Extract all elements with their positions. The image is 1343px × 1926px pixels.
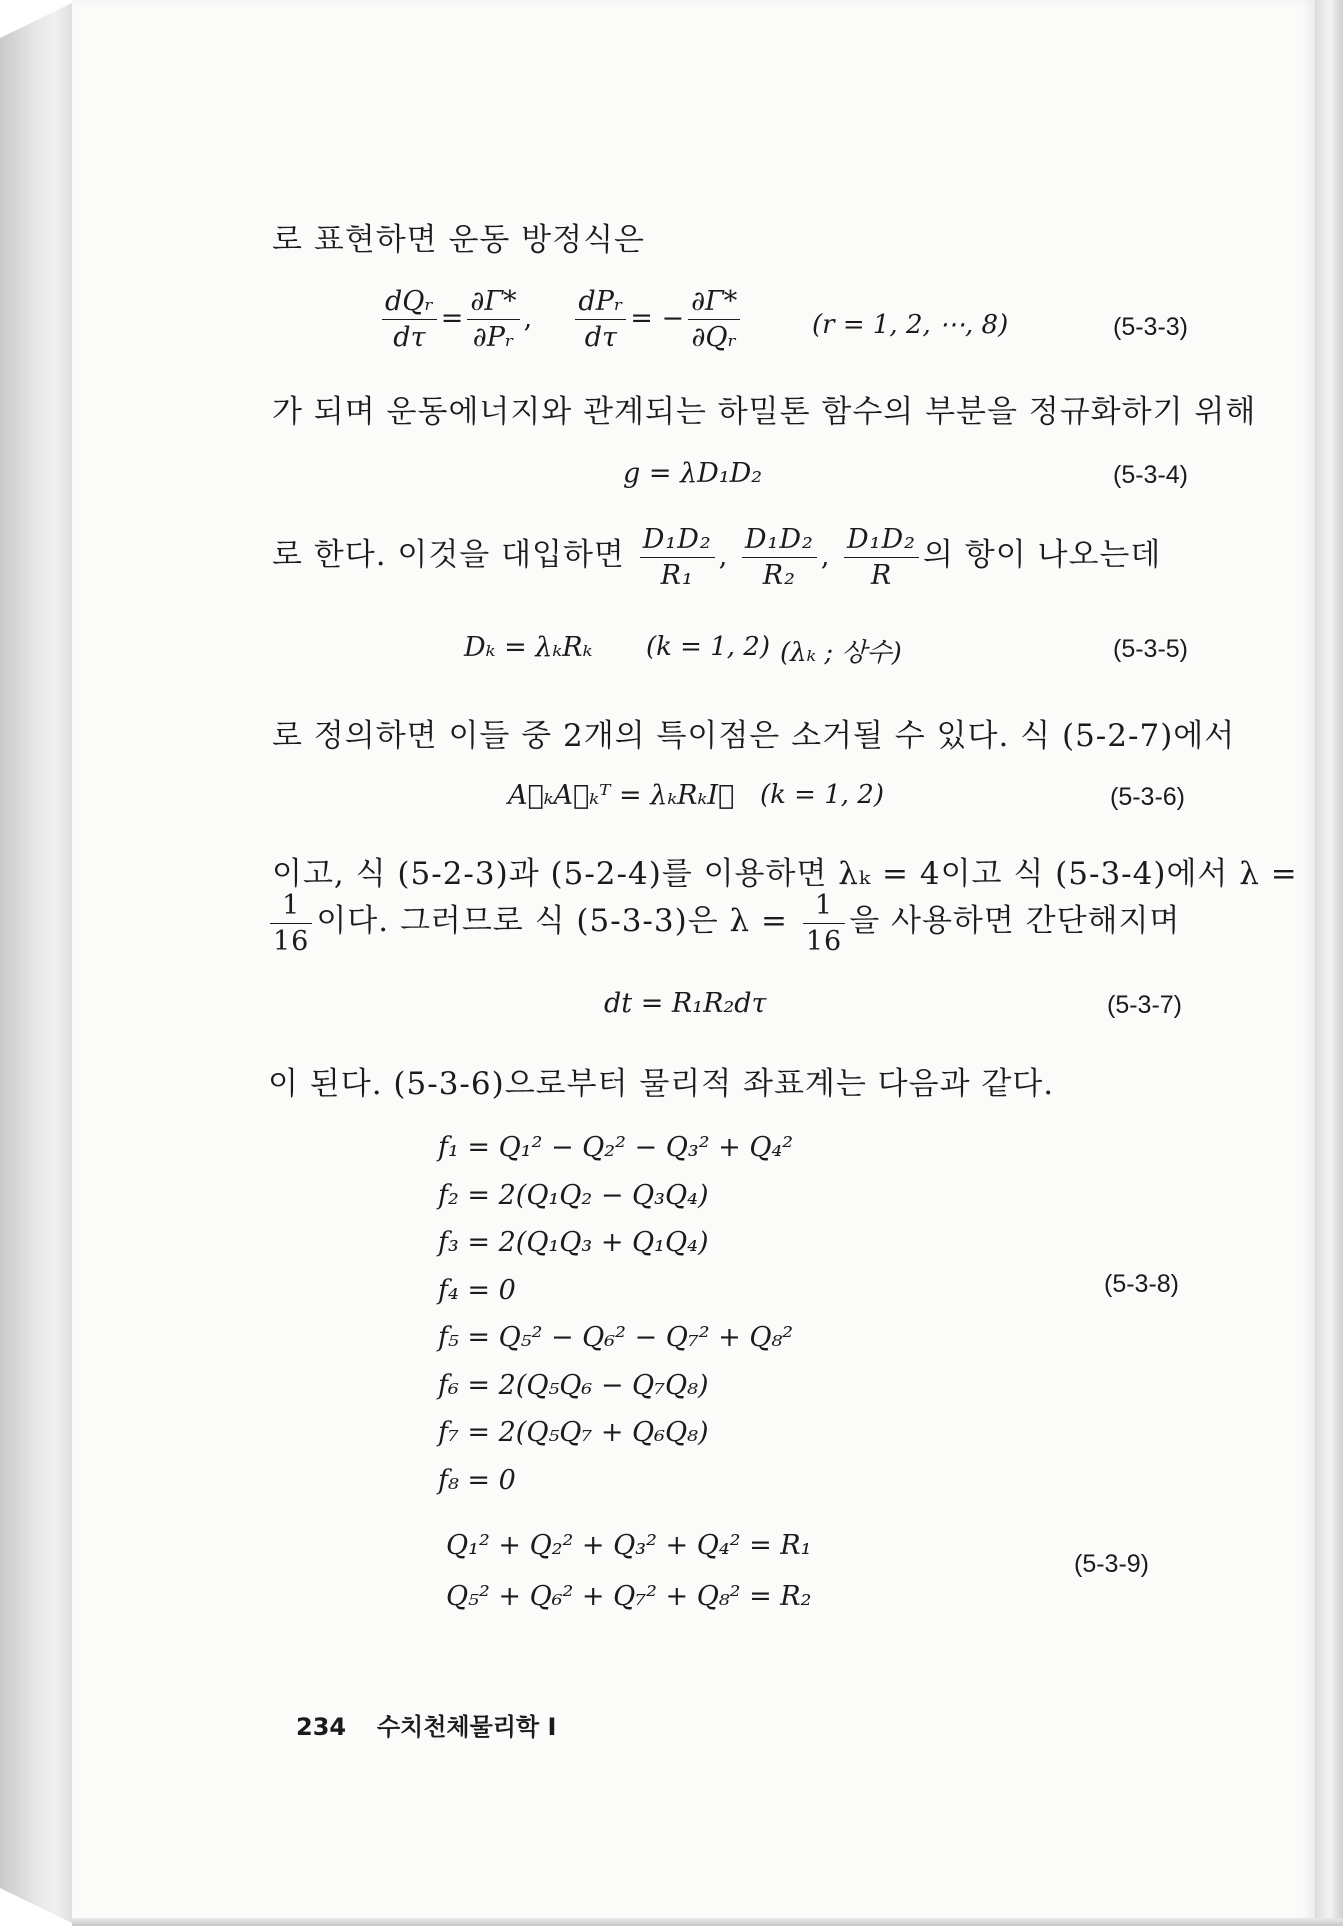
fraction-one-sixteenth-2: $\frac{1}{16}$ [803,890,845,957]
fraction-dgamma-dp: $\frac{\partial\Gamma*}{\text{∂Pᵣ}}$ [467,286,519,353]
page-edge-bottom [72,1918,1343,1926]
equation-5-3-3-condition: (r = 1, 2, ⋯, 8) [812,310,1009,340]
body-text-line-6: $\frac{1}{16}$ 이다. 그러므로 식 (5-3-3)은 λ = $\frac{1}{16}$ 을 사용하면 간단해지며 [266,890,1180,957]
equation-5-3-5-condition: (k = 1, 2) [646,632,770,662]
fraction-dq-dtau: $\frac{\text{dQᵣ}}{d\tau}$ [382,286,437,353]
equation-f3: f₃ = 2(Q₁Q₃ + Q₁Q₄) [438,1227,709,1258]
fraction-group: $\frac{\text{D₁D₂}}{\text{R₁}}$ , $\frac{\text{D₁D₂}}{\text{R₂}}$ , $\frac{\text{D₁D₂}}{R}$ [636,541,923,572]
page-number: 234 [296,1713,347,1741]
equation-f1: f₁ = Q₁² − Q₂² − Q₃² + Q₄² [438,1132,794,1163]
equation-f4: f₄ = 0 [438,1274,516,1306]
equation-number-5-3-7: (5-3-7) [1107,991,1183,1019]
equation-5-3-6: A⃖ₖA⃖ₖᵀ = λₖRₖI⃖ [508,780,735,811]
equation-number-5-3-3: (5-3-3) [1113,313,1189,341]
equation-5-3-4: g = λD₁D₂ [623,458,763,489]
equation-5-3-8 [438,1124,793,1504]
fraction-dgamma-dq: $\frac{\partial\Gamma*}{\text{∂Qᵣ}}$ [688,286,740,353]
body-text-line-2: 가 되며 운동에너지와 관계되는 하밀톤 함수의 부분을 정규화하기 위해 [272,394,1257,430]
body-text-line-3: 로 한다. 이것을 대입하면 $\frac{\text{D₁D₂}}{\text{R₁}}$ , $\frac{\text{D₁D₂}}{\text{R₂}}$ , $\frac{\text{D₁D₂}}{R}$ 의 항이 나오는데 [272,524,1162,591]
equation-5-3-5: Dₖ = λₖRₖ [464,632,593,663]
body-text-line-4: 로 정의하면 이들 중 2개의 특이점은 소거될 수 있다. 식 (5-2-7)에서 [272,718,1236,754]
equation-number-5-3-9: (5-3-9) [1074,1550,1150,1578]
equation-5-3-9 [446,1520,811,1622]
equation-number-5-3-4: (5-3-4) [1113,461,1189,489]
equation-f7: f₇ = 2(Q₅Q₇ + Q₆Q₈) [438,1417,709,1448]
equation-f2: f₂ = 2(Q₁Q₂ − Q₃Q₄) [438,1179,709,1211]
equation-f5: f₅ = Q₅² − Q₆² − Q₇² + Q₈² [438,1322,794,1353]
equation-number-5-3-8: (5-3-8) [1104,1270,1180,1298]
equation-number-5-3-6: (5-3-6) [1110,783,1186,811]
body-text-line-5: 이고, 식 (5-2-3)과 (5-2-4)를 이용하면 λₖ = 4이고 식 (5-3-4)에서 λ = [272,856,1298,892]
equation-f6: f₆ = 2(Q₅Q₆ − Q₇Q₈) [438,1369,709,1401]
fraction-dp-dtau: $\frac{\text{dPᵣ}}{d\tau}$ [575,286,626,353]
book-title: 수치천체물리학 Ⅰ [376,1713,557,1741]
equation-5-3-7: dt = R₁R₂dτ [604,988,767,1019]
fraction-one-sixteenth: $\frac{1}{16}$ [270,890,312,957]
equation-f8: f₈ = 0 [438,1464,516,1496]
equation-5-3-6-condition: (k = 1, 2) [760,780,884,810]
body-text-line-7: 이 된다. (5-3-6)으로부터 물리적 좌표계는 다음과 같다. [268,1066,1055,1102]
equation-5-3-3: $\frac{\text{dQᵣ}}{d\tau}$ = $\frac{\partial\Gamma*}{\text{∂Pᵣ}}$ , $\frac{\text{dPᵣ}}{d\tau}$ = − $\frac{\partial\Gamma*}{\text{∂Qᵣ}}$ [378,286,744,353]
book-spine-shadow [0,0,78,1926]
body-text-line-1: 로 표현하면 운동 방정식은 [272,222,645,258]
equation-sum-r2: Q₅² + Q₆² + Q₇² + Q₈² = R₂ [446,1581,812,1612]
equation-5-3-5-lambda-note: (λₖ ; 상수) [780,638,902,668]
page-edge-right [1315,0,1343,1926]
page-footer [296,1707,556,1742]
equation-sum-r1: Q₁² + Q₂² + Q₃² + Q₄² = R₁ [446,1530,812,1561]
equation-number-5-3-5: (5-3-5) [1113,635,1189,663]
